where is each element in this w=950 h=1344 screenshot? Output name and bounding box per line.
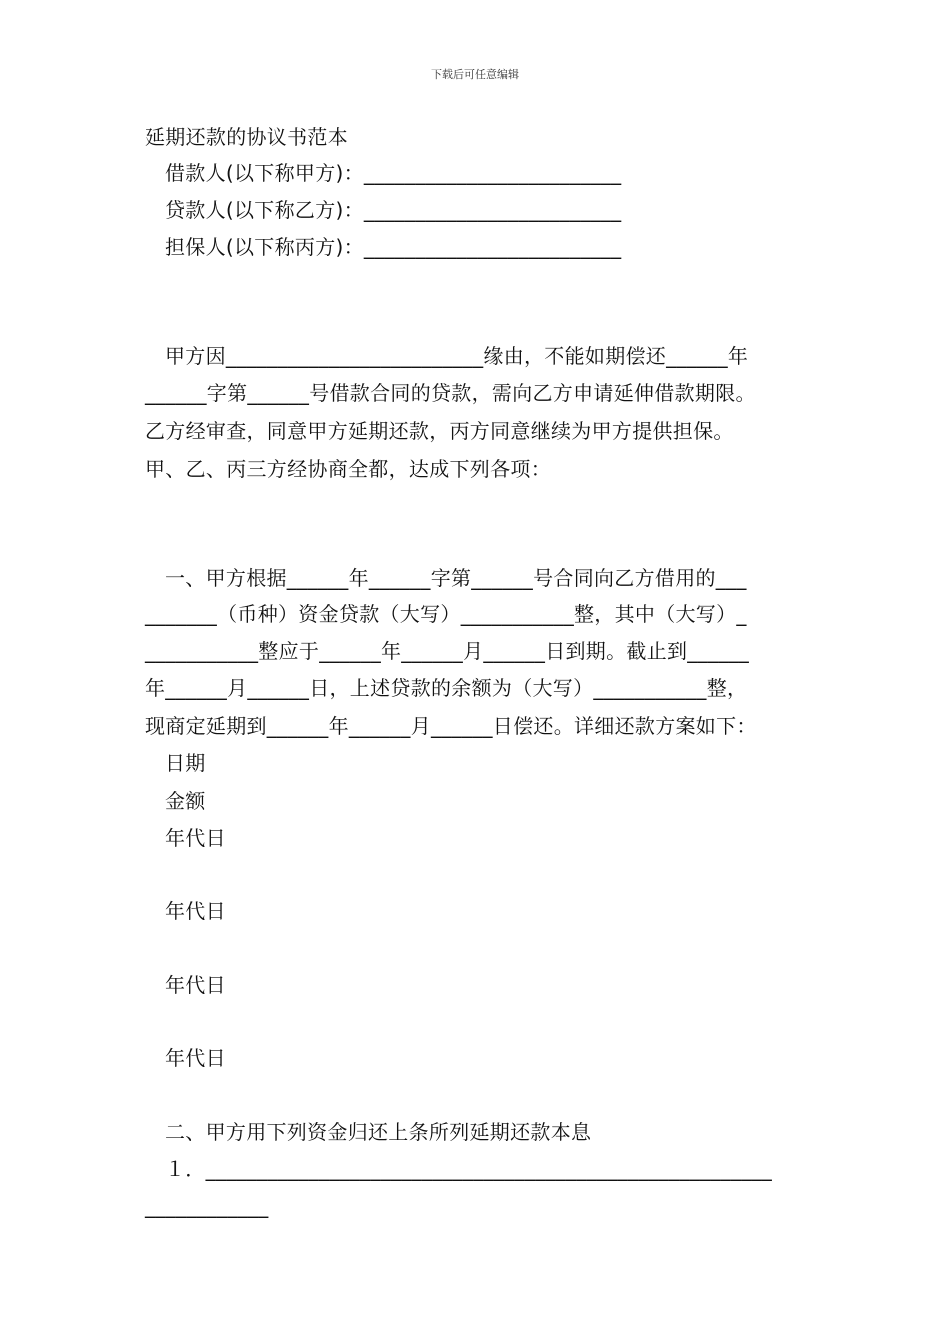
intro-line-2: ______字第______号借款合同的贷款，需向乙方申请延伸借款期限。 — [145, 381, 756, 405]
intro-line-1: 甲方因_________________________缘由，不能如期偿还______年 — [165, 344, 749, 368]
intro-line-3: 乙方经审查，同意甲方延期还款，丙方同意继续为甲方提供担保。 — [145, 419, 734, 443]
clause2-item-1: １．_______________________________________________________ — [165, 1157, 773, 1181]
schedule-row-1: 年代日 — [165, 826, 226, 850]
schedule-date-label: 日期 — [165, 751, 206, 775]
clause1-line-2: _______（币种）资金贷款（大写）___________整，其中（大写）_ — [145, 602, 747, 626]
intro-line-4: 甲、乙、丙三方经协商全都，达成下列各项： — [145, 457, 551, 481]
party-borrower: 借款人(以下称甲方)：_________________________ — [165, 161, 622, 185]
schedule-row-2: 年代日 — [165, 899, 226, 923]
page-header: 下载后可任意编辑 — [431, 68, 519, 81]
clause2-item-1-continuation: ____________ — [145, 1194, 269, 1218]
party-lender: 贷款人(以下称乙方)：_________________________ — [165, 198, 622, 222]
clause1-line-1: 一、甲方根据______年______字第______号合同向乙方借用的___ — [165, 566, 747, 590]
clause1-line-4: 年______月______日，上述贷款的余额为（大写）___________整， — [145, 676, 748, 700]
clause1-line-5: 现商定延期到______年______月______日偿还。详细还款方案如下： — [145, 714, 757, 738]
schedule-row-4: 年代日 — [165, 1046, 226, 1070]
clause1-line-3: ___________整应于______年______月______日到期。截止到______ — [145, 639, 750, 663]
document-title: 延期还款的协议书范本 — [145, 125, 348, 149]
party-guarantor: 担保人(以下称丙方)：_________________________ — [165, 235, 622, 259]
schedule-row-3: 年代日 — [165, 973, 226, 997]
clause2-heading: 二、甲方用下列资金归还上条所列延期还款本息 — [165, 1120, 592, 1144]
schedule-amount-label: 金额 — [165, 789, 206, 813]
